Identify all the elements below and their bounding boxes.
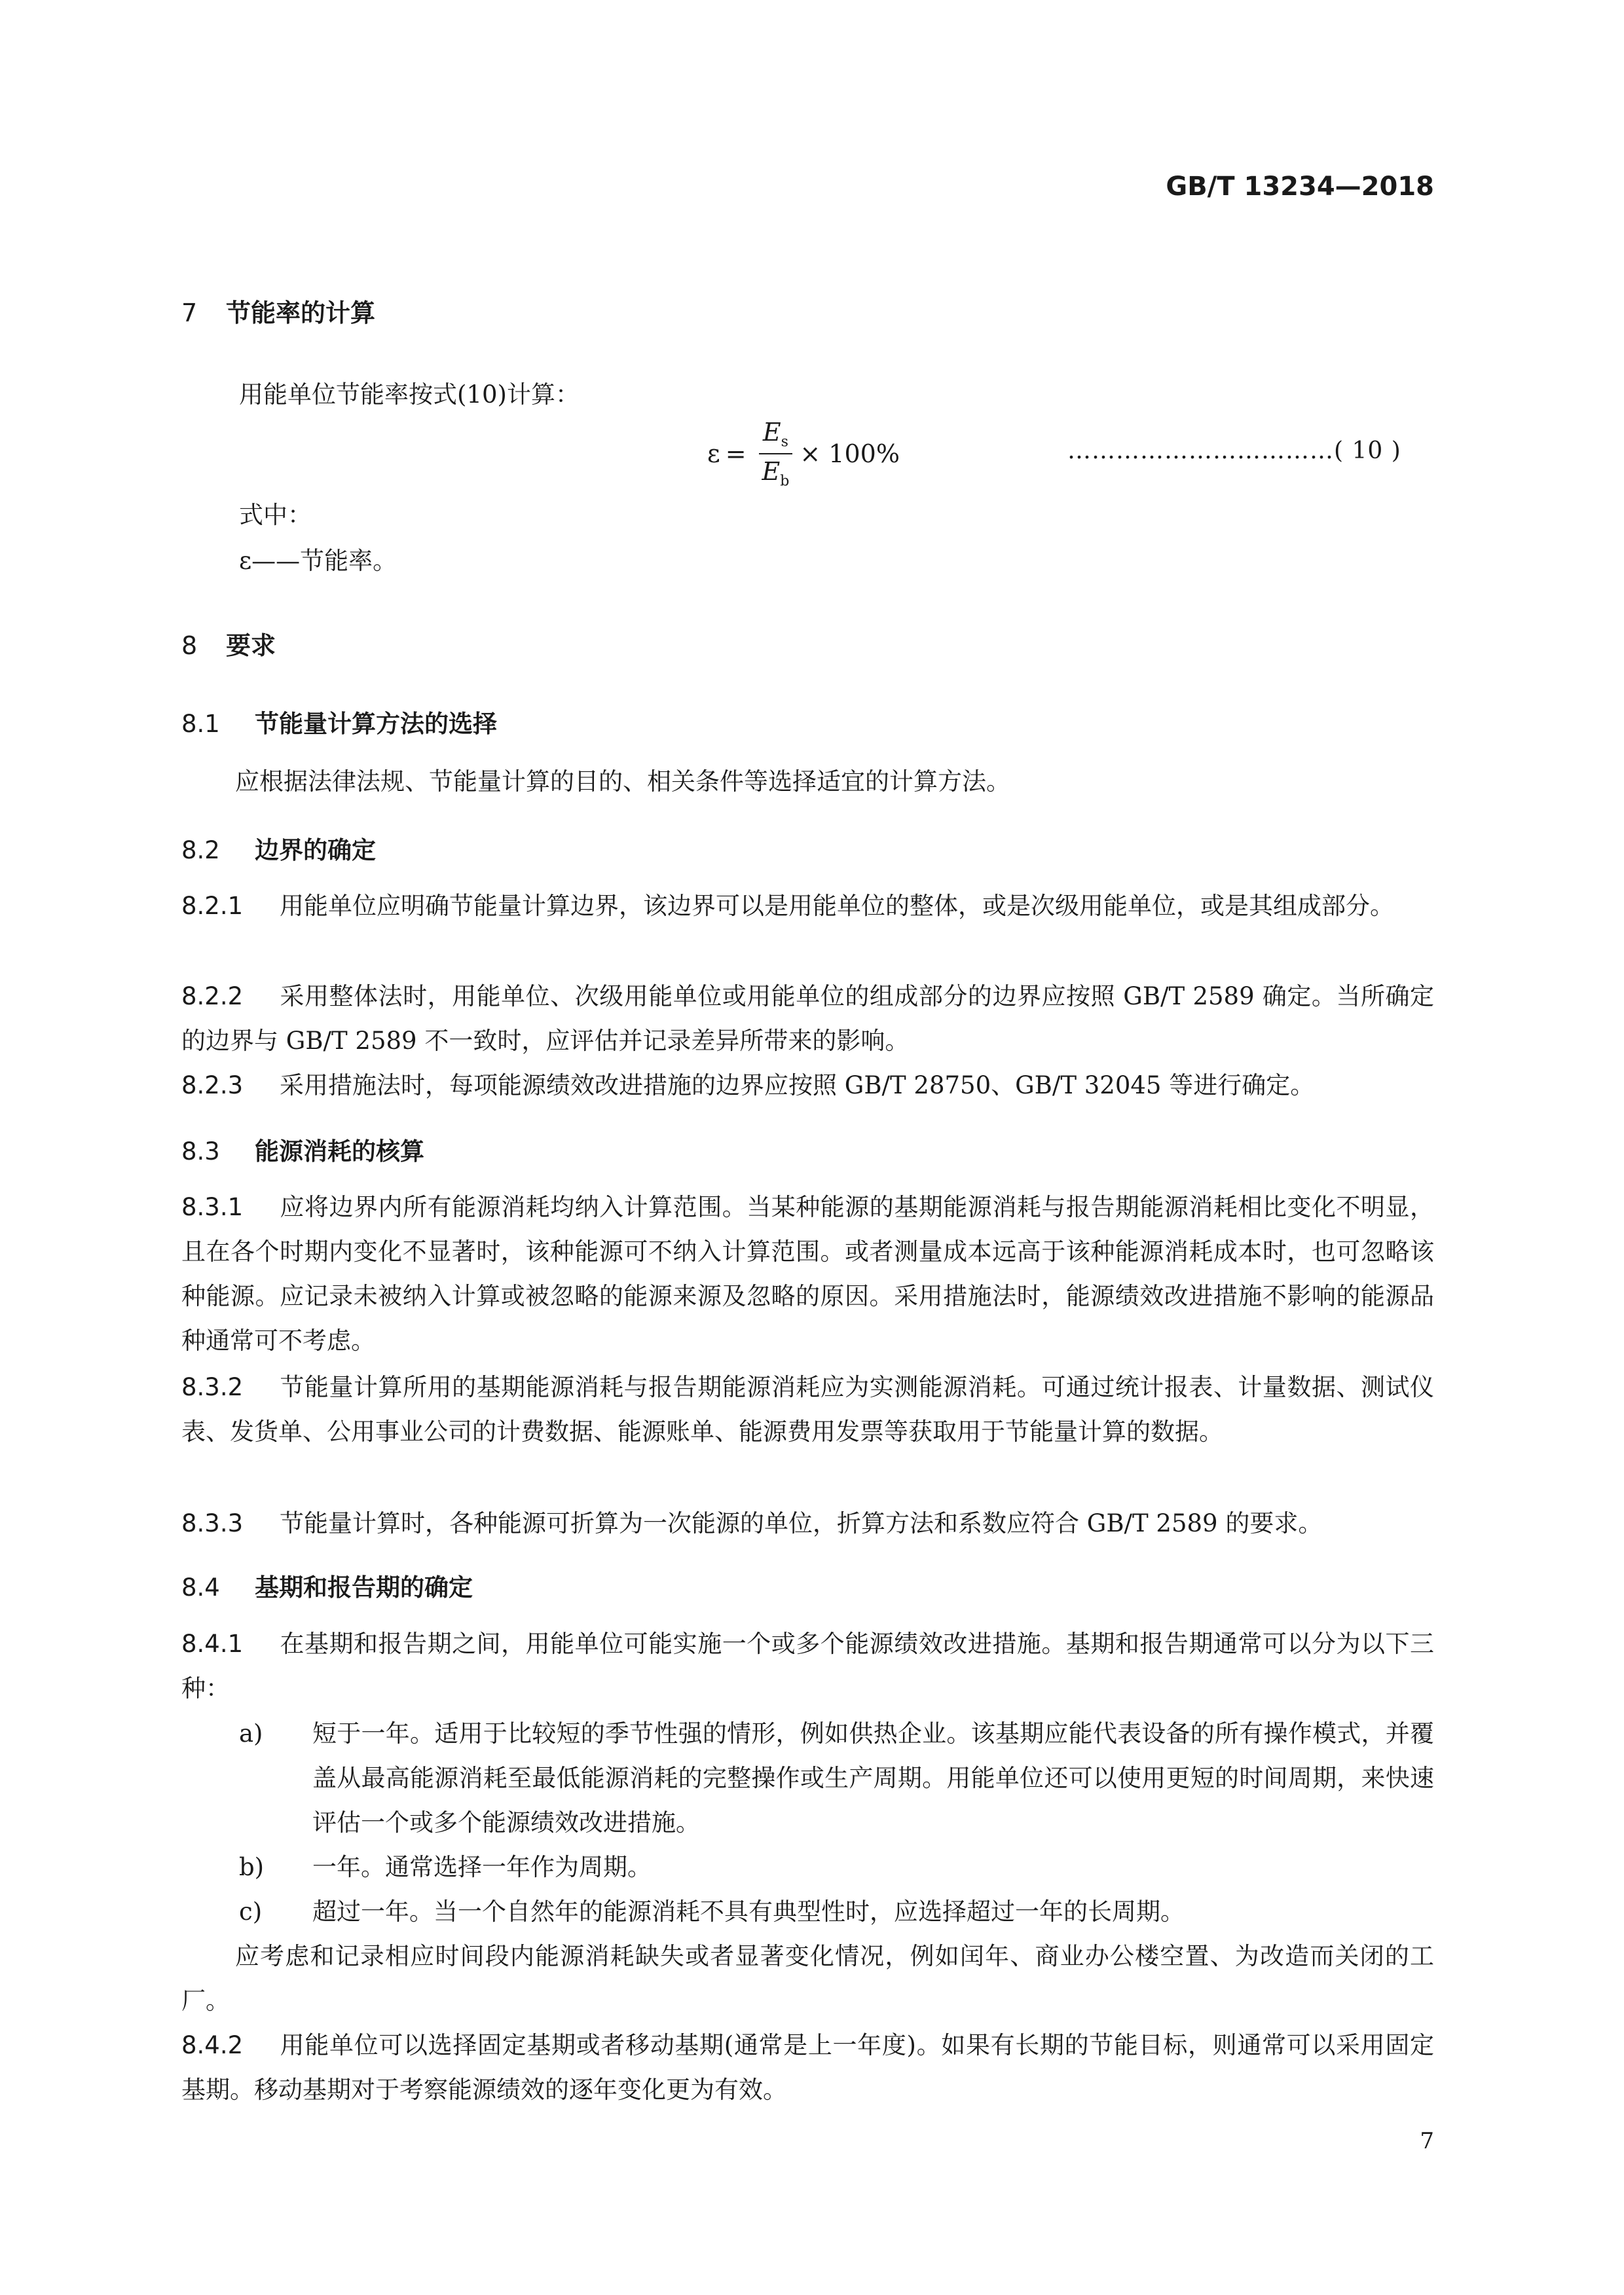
- formula-denominator: [758, 454, 794, 490]
- clause-number: 8.2.2: [181, 982, 244, 1010]
- paragraph-8-4-1: [181, 1622, 1434, 1711]
- section-number: 8: [181, 631, 198, 660]
- where-label: 式中：: [239, 501, 312, 529]
- page-number: 7: [1420, 2128, 1434, 2154]
- subsection-number: 8.1: [181, 710, 220, 738]
- denominator-subscript: b: [780, 473, 790, 490]
- paragraph-8-2-3: [181, 1063, 1434, 1108]
- numerator-subscript: s: [781, 434, 788, 450]
- subsection-8-1-heading: [181, 704, 497, 739]
- subsection-number: 8.4: [181, 1573, 220, 1602]
- subsection-8-3-heading: [181, 1131, 424, 1167]
- clause-number: 8.2.1: [181, 892, 244, 920]
- subsection-title: 边界的确定: [255, 836, 376, 864]
- clause-number: 8.4.1: [181, 1630, 244, 1658]
- subsection-title: 基期和报告期的确定: [255, 1573, 473, 1602]
- clause-text: 采用措施法时，每项能源绩效改进措施的边界应按照 GB/T 28750、GB/T 32045 等进行确定。: [280, 1071, 1315, 1099]
- formula-equals: =: [725, 439, 747, 468]
- list-item-label: c): [239, 1898, 263, 1926]
- formula-numerator: [759, 418, 792, 454]
- section-8-heading: [181, 625, 276, 661]
- subsection-number: 8.2: [181, 836, 220, 864]
- formula-multiplier: × 100%: [800, 439, 900, 468]
- clause-number: 8.3.3: [181, 1509, 244, 1537]
- formula-lhs: ε: [707, 439, 720, 468]
- paragraph-8-1: 应根据法律法规、节能量计算的目的、相关条件等选择适宜的计算方法。: [235, 767, 1010, 796]
- paragraph-8-3-3: [181, 1501, 1434, 1546]
- clause-number: 8.3.2: [181, 1373, 244, 1401]
- section-title: 要求: [226, 631, 276, 660]
- subsection-8-2-heading: [181, 830, 376, 866]
- list-item-label: a): [239, 1719, 263, 1748]
- clause-text: 应将边界内所有能源消耗均纳入计算范围。当某种能源的基期能源消耗与报告期能源消耗相比变化不明显，且在各个时期内变化不显著时，该种能源可不纳入计算范围。或者测量成本远高于该种能源消耗成本时，也可忽略该种能源。应记录未被纳入计算或被忽略的能源来源及忽略的原因。采用措施法时，能源绩效改进措施不影响的能源品种通常可不考虑。: [181, 1193, 1434, 1355]
- equation-number: ……………………………( 10 ): [1067, 437, 1401, 464]
- clause-number: 8.3.1: [181, 1193, 244, 1221]
- subsection-title: 能源消耗的核算: [255, 1137, 424, 1166]
- section-7-heading: [181, 293, 375, 329]
- denominator-symbol: E: [762, 457, 781, 486]
- list-item-b: [239, 1845, 1434, 1890]
- list-item-c: [239, 1890, 1434, 1934]
- section-title: 节能率的计算: [226, 299, 376, 327]
- list-item-label: b): [239, 1853, 265, 1881]
- formula-10: [707, 415, 900, 492]
- standard-code: GB/T 13234—2018: [1166, 172, 1434, 202]
- clause-text: 用能单位应明确节能量计算边界，该边界可以是用能单位的整体，或是次级用能单位，或是其组成部分。: [280, 892, 1394, 920]
- list-item-text: 一年。通常选择一年作为周期。: [312, 1853, 652, 1881]
- paragraph-8-2-2: [181, 974, 1434, 1063]
- clause-text: 在基期和报告期之间，用能单位可能实施一个或多个能源绩效改进措施。基期和报告期通常可以分为以下三种：: [181, 1630, 1434, 1702]
- paragraph-8-3-1: [181, 1185, 1434, 1363]
- paragraph-8-3-2: [181, 1365, 1434, 1454]
- paragraph-8-2-1: [181, 884, 1434, 928]
- formula-intro: 用能单位节能率按式(10)计算：: [239, 380, 580, 409]
- list-item-text: 超过一年。当一个自然年的能源消耗不具有典型性时，应选择超过一年的长周期。: [312, 1898, 1185, 1926]
- section-number: 7: [181, 299, 198, 327]
- paragraph-8-4-2: [181, 2023, 1434, 2112]
- clause-number: 8.2.3: [181, 1071, 244, 1099]
- clause-text: 采用整体法时，用能单位、次级用能单位或用能单位的组成部分的边界应按照 GB/T 2589 确定。当所确定的边界与 GB/T 2589 不一致时，应评估并记录差异所带来的影响。: [181, 982, 1434, 1055]
- subsection-title: 节能量计算方法的选择: [255, 710, 497, 738]
- paragraph-8-4-note: 应考虑和记录相应时间段内能源消耗缺失或者显著变化情况，例如闰年、商业办公楼空置、为改造而关闭的工厂。: [181, 1942, 1434, 2015]
- clause-text: 节能量计算时，各种能源可折算为一次能源的单位，折算方法和系数应符合 GB/T 2589 的要求。: [280, 1509, 1323, 1537]
- numerator-symbol: E: [762, 418, 781, 447]
- clause-number: 8.4.2: [181, 2031, 244, 2059]
- clause-text: 节能量计算所用的基期能源消耗与报告期能源消耗应为实测能源消耗。可通过统计报表、计量数据、测试仪表、发货单、公用事业公司的计费数据、能源账单、能源费用发票等获取用于节能量计算的数据。: [181, 1373, 1434, 1446]
- list-item-text: 短于一年。适用于比较短的季节性强的情形，例如供热企业。该基期应能代表设备的所有操作模式，并覆盖从最高能源消耗至最低能源消耗的完整操作或生产周期。用能单位还可以使用更短的时间周期，来快速评估一个或多个能源绩效改进措施。: [312, 1719, 1434, 1837]
- list-item-a: [239, 1712, 1434, 1845]
- subsection-8-4-heading: [181, 1568, 473, 1603]
- symbol-definition: ε——节能率。: [239, 547, 397, 575]
- formula-fraction: [758, 418, 794, 489]
- subsection-number: 8.3: [181, 1137, 220, 1166]
- clause-text: 用能单位可以选择固定基期或者移动基期(通常是上一年度)。如果有长期的节能目标，则通常可以采用固定基期。移动基期对于考察能源绩效的逐年变化更为有效。: [181, 2031, 1434, 2104]
